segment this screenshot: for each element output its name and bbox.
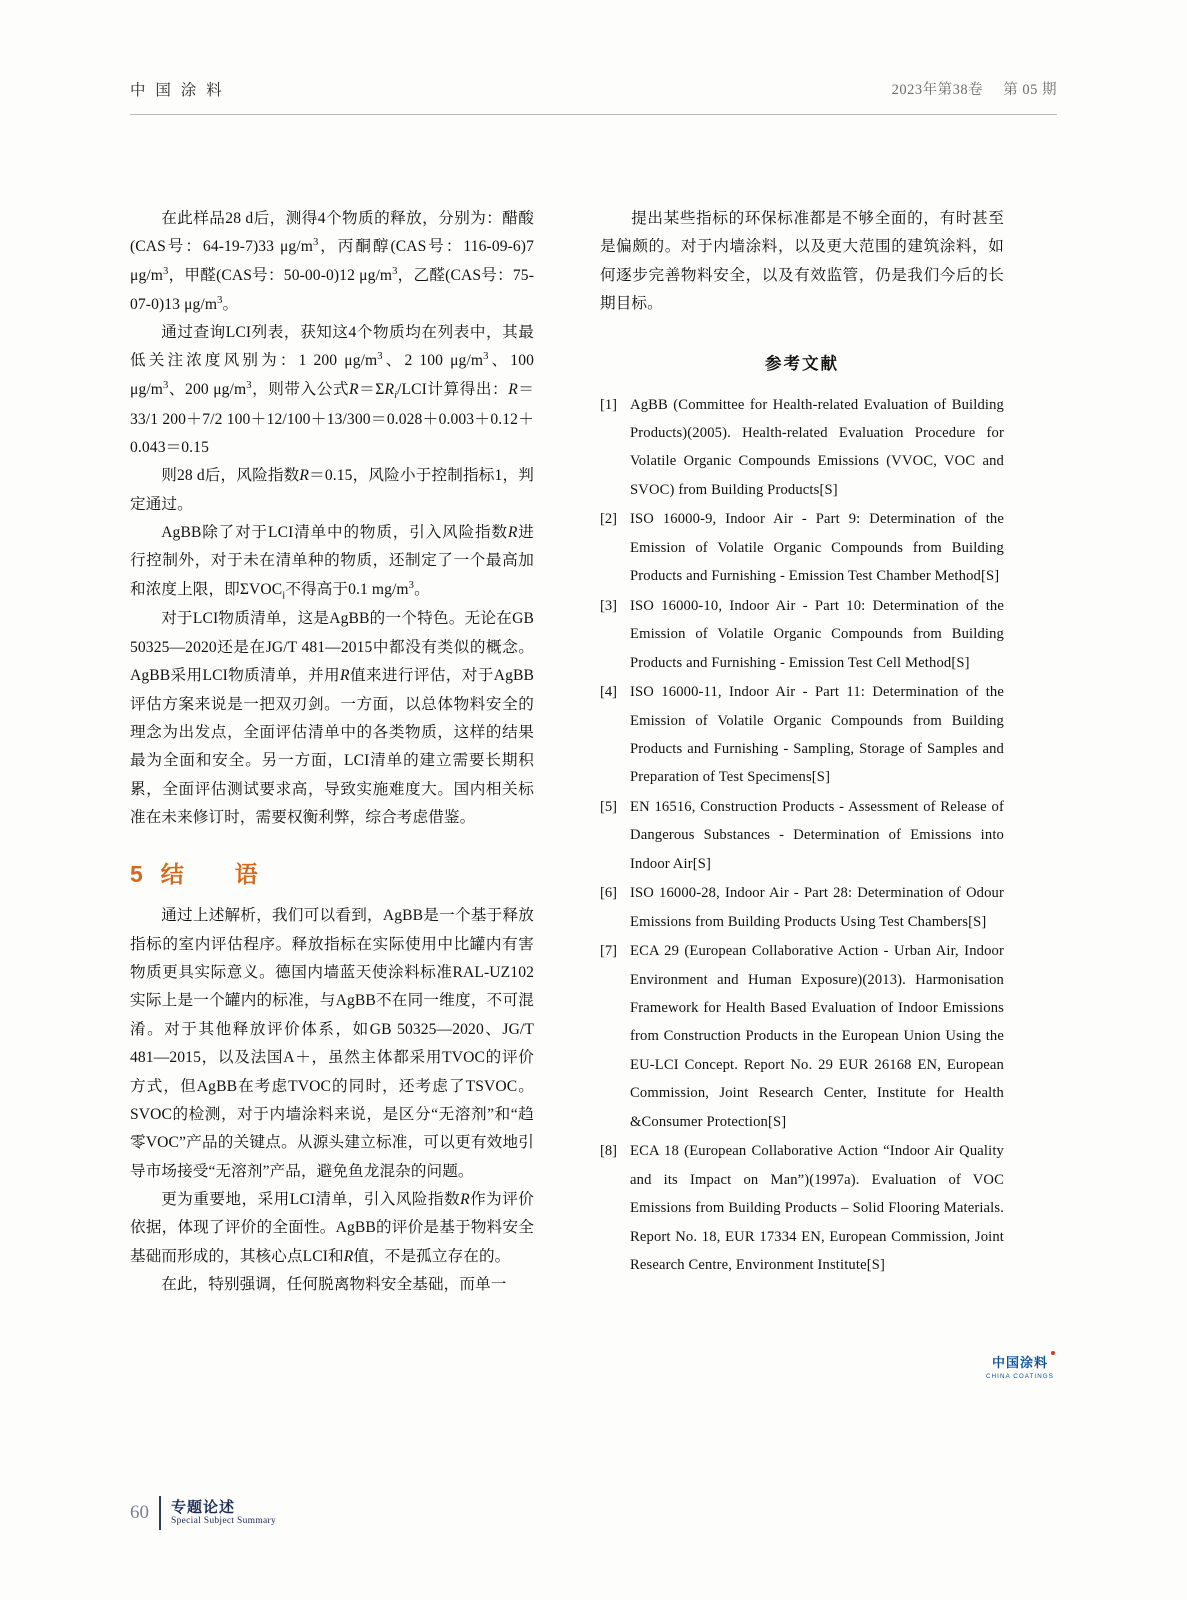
footer-chinese-text: 专题论述 [171,1498,236,1516]
section-title: 结 语 [160,861,272,888]
reference-text: ISO 16000-9, Indoor Air - Part 9: Determination of the Emission of Volatile Organic Compounds from Building Products and Furnishing - Emission Test Chamber Method[S] [630,511,1004,585]
reference-number: [3] [600,597,618,614]
page-footer [130,1496,276,1530]
page-number: 60 [130,1502,149,1523]
reference-number: [4] [600,684,618,701]
list-item [600,793,1004,878]
paragraph: 通过查询LCI列表，获知这4个物质均在列表中，其最低关注浓度风别为：1 200 $\mu g/m^3$、2 100 $\mu g/m^3$、100 $\mu g/m^3$、200 $\mu g/m^3$，则带入公式$R=\Sigma R_i$/LCI计算得出：R＝33/1 200＋7/2 100＋12/100＋13/300＝0.028＋0.003＋0.12＋0.043＝0.15 [130,324,534,456]
volume-label: 2023年第38卷 [891,82,984,98]
section-number: 5 [130,861,143,888]
left-column [130,205,534,1300]
right-column [600,205,1004,1281]
section-heading [130,854,534,896]
reference-number: [2] [600,511,618,528]
logo-english-text: CHINA COATINGS [986,1373,1054,1380]
reference-text: AgBB (Committee for Health-related Evaluation of Building Products)(2005). Health-related Evaluation Procedure for Volatile Organic Compounds Emissions (VVOC, VOC and SVOC) from Building Products[S] [630,396,1004,498]
reference-text: ECA 18 (European Collaborative Action “Indoor Air Quality and its Impact on Man”)(1997a). Evaluation of VOC Emissions from Building Products – Solid Flooring Materials. Report No. 18, EUR 17334 EN, European Commission, Joint Research Centre, Environment Institute[S] [630,1143,1004,1274]
references-list [600,391,1004,1280]
reference-text: ECA 29 (European Collaborative Action - Urban Air, Indoor Environment and Human Exposure)(2013). Harmonisation Framework for Health Based Evaluation of Indoor Emissions from Construction Products in the European Union Using the EU-LCI Concept. Report No. 29 EUR 26168 EN, European Commission, Joint Research Center, Institute for Health &Consumer Protection[S] [630,943,1004,1130]
publisher-logo [983,1352,1057,1380]
paragraph: 对于LCI物质清单，这是AgBB的一个特色。无论在GB 50325—2020还是在JG/T 481—2015中都没有类似的概念。AgBB采用LCI物质清单，并用R值来进行评估，对于AgBB评估方案来说是一把双刃剑。一方面，以总体物料安全的理念为出发点，全面评估清单中的各类物质，这样的结果最为全面和安全。另一方面，LCI清单的建立需要长期积累，全面评估测试要求高，导致实施难度大。国内相关标准在未来修订时，需要权衡利弊，综合考虑借鉴。 [130,610,534,827]
page-header [130,78,1057,115]
list-item [600,678,1004,792]
reference-number: [6] [600,885,618,902]
footer-divider [159,1496,161,1530]
paragraph: 更为重要地，采用LCI清单，引入风险指数R作为评价依据，体现了评价的全面性。AgBB的评价是基于物料安全基础而形成的，其核心点LCI和R值，不是孤立存在的。 [130,1191,534,1265]
list-item [600,505,1004,590]
list-item [600,879,1004,936]
reference-text: ISO 16000-28, Indoor Air - Part 28: Determination of Odour Emissions from Building Products Using Test Chambers[S] [630,885,1004,930]
paragraph: 在此样品28 d后，测得4个物质的释放，分别为：醋酸(CAS号：64-19-7)33 $\mu g/m^3$，丙酮醇(CAS号：116-09-6)7 $\mu g/m^3$，甲醛(CAS号：50-00-0)12 $\mu g/m^3$，乙醛(CAS号：75-07-0)13 $\mu g/m^3$。 [130,210,534,313]
issue-label: 第 05 期 [1003,82,1057,98]
reference-text: ISO 16000-10, Indoor Air - Part 10: Determination of the Emission of Volatile Organic Compounds from Building Products and Furnishing - Emission Test Cell Method[S] [630,597,1004,671]
list-item [600,1137,1004,1279]
list-item [600,592,1004,677]
issue-info [892,78,1057,99]
reference-number: [1] [600,396,618,413]
journal-name: 中 国 涂 料 [130,82,225,99]
paragraph: 通过上述解析，我们可以看到，AgBB是一个基于释放指标的室内评估程序。释放指标在实际使用中比罐内有害物质更具实际意义。德国内墙蓝天使涂料标准RAL-UZ102实际上是一个罐内的标准，与AgBB不在同一维度，不可混淆。对于其他释放评价体系，如GB 50325—2020、JG/T 481—2015，以及法国A＋，虽然主体都采用TVOC的评价方式，但AgBB在考虑TVOC的同时，还考虑了TSVOC。SVOC的检测，对于内墙涂料来说，是区分“无溶剂”和“趋零VOC”产品的关键点。从源头建立标准，可以更有效地引导市场接受“无溶剂”产品，避免鱼龙混杂的问题。 [130,907,534,1180]
paragraph: AgBB除了对于LCI清单中的物质，引入风险指数R进行控制外，对于未在清单种的物质，还制定了一个最高加和浓度上限，即$\Sigma VOC_i$不得高于0.1 $mg/m^3$。 [130,524,534,602]
footer-section-label [171,1499,276,1527]
list-item [600,937,1004,1136]
list-item [600,391,1004,505]
footer-english-text: Special Subject Summary [171,1516,277,1527]
paragraph: 在此，特别强调，任何脱离物料安全基础，而单一 [161,1276,507,1294]
reference-text: ISO 16000-11, Indoor Air - Part 11: Determination of the Emission of Volatile Organic Compounds from Building Products and Furnishing - Sampling, Storage of Samples and Preparation of Test Specimens[S] [630,684,1004,786]
paragraph: 提出某些指标的环保标准都是不够全面的，有时甚至是偏颇的。对于内墙涂料，以及更大范围的建筑涂料，如何逐步完善物料安全，以及有效监管，仍是我们今后的长期目标。 [600,210,1004,313]
reference-text: EN 16516, Construction Products - Assessment of Release of Dangerous Substances - Determination of Emissions into Indoor Air[S] [630,798,1004,872]
reference-number: [7] [600,943,618,960]
reference-number: [8] [600,1143,618,1160]
logo-chinese-text: 中国涂料 [992,1352,1048,1371]
reference-number: [5] [600,798,618,815]
paragraph: 则28 d后，风险指数R＝0.15，风险小于控制指标1，判定通过。 [130,467,534,513]
references-heading: 参考文献 [765,353,839,373]
